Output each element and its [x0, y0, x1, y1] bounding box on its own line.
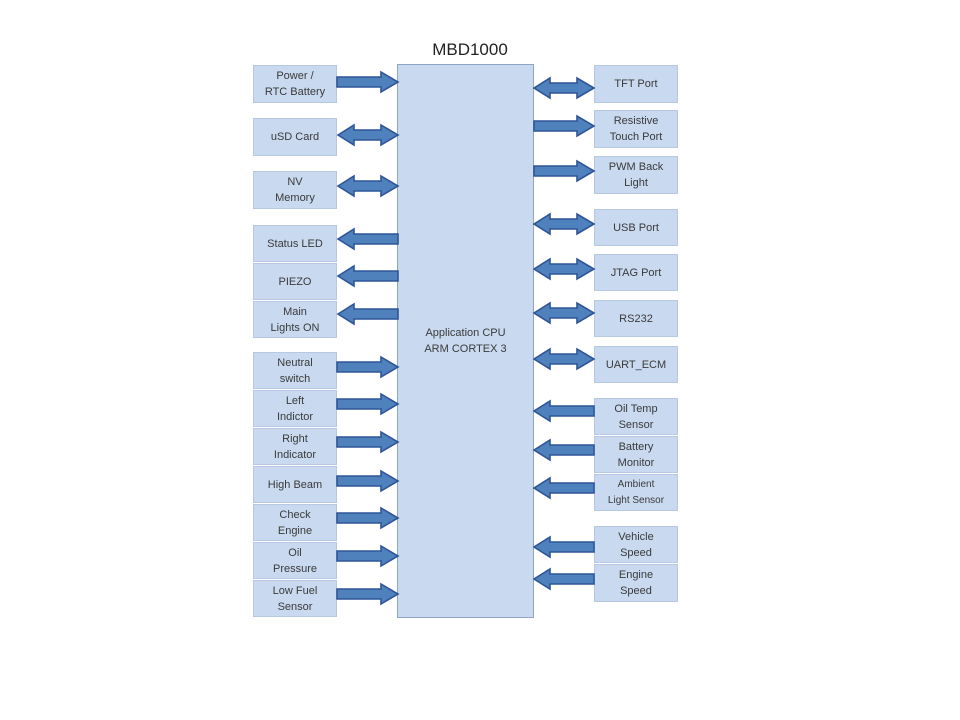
- arrow-neutral-to-cpu: [337, 357, 398, 377]
- low-fuel-sensor-block: Low Fuel Sensor: [253, 580, 337, 617]
- arrow-left-indicator-to-cpu: [337, 394, 398, 414]
- uart-ecm-block: UART_ECM: [594, 346, 678, 383]
- high-beam-block: High Beam: [253, 466, 337, 503]
- diagram-title: MBD1000: [432, 40, 508, 59]
- right-indicator-block: Right Indicator: [253, 428, 337, 465]
- ambient-light-sensor-block: Ambient Light Sensor: [594, 474, 678, 511]
- oil-pressure-block: Oil Pressure: [253, 542, 337, 579]
- arrow-usb-bidirectional: [534, 214, 594, 234]
- arrow-cpu-to-main-lights: [338, 304, 398, 324]
- oil-temp-sensor-block: Oil Temp Sensor: [594, 398, 678, 435]
- status-led-block: Status LED: [253, 225, 337, 262]
- arrow-cpu-to-touch: [534, 116, 594, 136]
- cpu-block: Application CPU ARM CORTEX 3: [397, 64, 534, 618]
- tft-port-block: TFT Port: [594, 65, 678, 103]
- arrow-usd-bidirectional: [338, 125, 398, 145]
- main-lights-block: Main Lights ON: [253, 301, 337, 338]
- check-engine-block: Check Engine: [253, 504, 337, 541]
- arrow-uart-bidirectional: [534, 349, 594, 369]
- arrow-nv-bidirectional: [338, 176, 398, 196]
- power-rtc-battery-block: Power / RTC Battery: [253, 65, 337, 103]
- usb-port-block: USB Port: [594, 209, 678, 246]
- arrow-engine-speed-to-cpu: [534, 569, 594, 589]
- arrow-rs232-bidirectional: [534, 303, 594, 323]
- pwm-back-light-block: PWM Back Light: [594, 156, 678, 194]
- piezo-block: PIEZO: [253, 263, 337, 300]
- jtag-port-block: JTAG Port: [594, 254, 678, 291]
- arrow-high-beam-to-cpu: [337, 471, 398, 491]
- arrow-cpu-to-pwm: [534, 161, 594, 181]
- arrow-oil-pressure-to-cpu: [337, 546, 398, 566]
- engine-speed-block: Engine Speed: [594, 564, 678, 602]
- vehicle-speed-block: Vehicle Speed: [594, 526, 678, 563]
- usd-card-block: uSD Card: [253, 118, 337, 156]
- arrow-vehicle-speed-to-cpu: [534, 537, 594, 557]
- resistive-touch-port-block: Resistive Touch Port: [594, 110, 678, 148]
- arrow-check-engine-to-cpu: [337, 508, 398, 528]
- neutral-switch-block: Neutral switch: [253, 352, 337, 389]
- arrow-power-to-cpu: [337, 72, 398, 92]
- arrow-low-fuel-to-cpu: [337, 584, 398, 604]
- arrow-right-indicator-to-cpu: [337, 432, 398, 452]
- nv-memory-block: NV Memory: [253, 171, 337, 209]
- arrow-tft-bidirectional: [534, 78, 594, 98]
- arrow-cpu-to-status-led: [338, 229, 398, 249]
- arrow-battery-to-cpu: [534, 440, 594, 460]
- arrow-cpu-to-piezo: [338, 266, 398, 286]
- arrow-jtag-bidirectional: [534, 259, 594, 279]
- battery-monitor-block: Battery Monitor: [594, 436, 678, 473]
- rs232-block: RS232: [594, 300, 678, 337]
- arrow-oil-temp-to-cpu: [534, 401, 594, 421]
- arrow-ambient-to-cpu: [534, 478, 594, 498]
- left-indicator-block: Left Indictor: [253, 390, 337, 427]
